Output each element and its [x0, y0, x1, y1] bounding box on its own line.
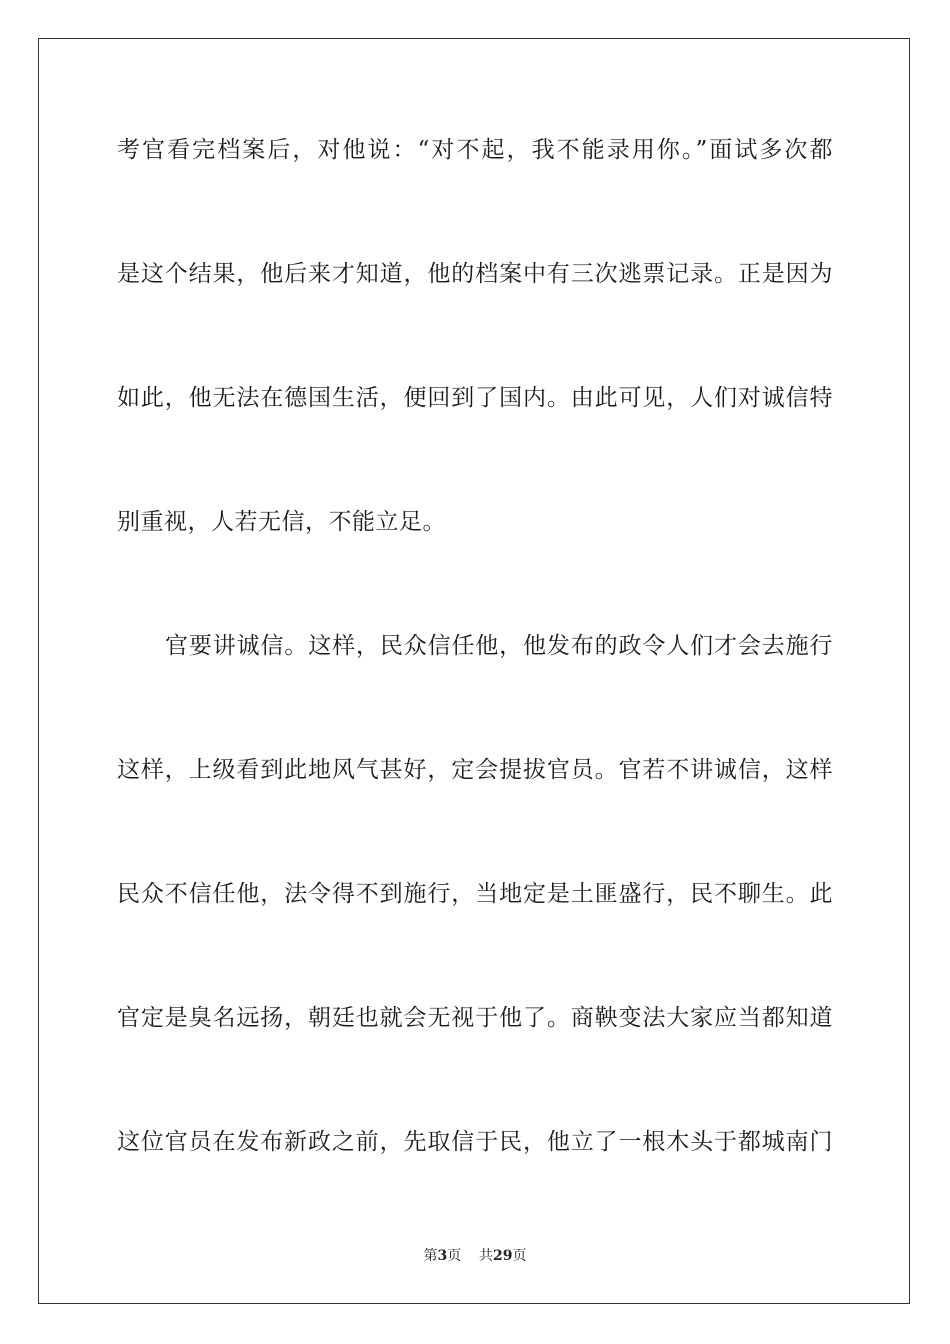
text-line-7: 民众不信任他，法令得不到施行，当地定是土匪盛行，民不聊生。此	[117, 881, 833, 907]
page-number: 3	[437, 1248, 448, 1264]
text-line-8: 官定是臭名远扬，朝廷也就会无视于他了。商鞅变法大家应当都知道	[117, 1005, 833, 1031]
total-suffix: 页	[512, 1248, 527, 1264]
page-footer	[0, 1247, 950, 1265]
text-line-2: 是这个结果，他后来才知道，他的档案中有三次逃票记录。正是因为	[117, 261, 833, 287]
total-pages: 29	[493, 1248, 513, 1264]
text-line-6: 这样，上级看到此地风气甚好，定会提拔官员。官若不讲诚信，这样	[117, 757, 833, 783]
page-border	[38, 38, 910, 1304]
text-line-1: 考官看完档案后，对他说：“对不起，我不能录用你。”面试多次都	[117, 137, 833, 163]
total-prefix: 共	[479, 1248, 494, 1264]
page-suffix: 页	[447, 1248, 462, 1264]
text-line-9: 这位官员在发布新政之前，先取信于民，他立了一根木头于都城南门	[117, 1129, 833, 1155]
text-line-3: 如此，他无法在德国生活，便回到了国内。由此可见，人们对诚信特	[117, 385, 833, 411]
text-line-4: 别重视，人若无信，不能立足。	[117, 509, 446, 535]
text-line-5: 官要讲诚信。这样，民众信任他，他发布的政令人们才会去施行	[165, 633, 833, 659]
page-prefix: 第	[423, 1248, 438, 1264]
